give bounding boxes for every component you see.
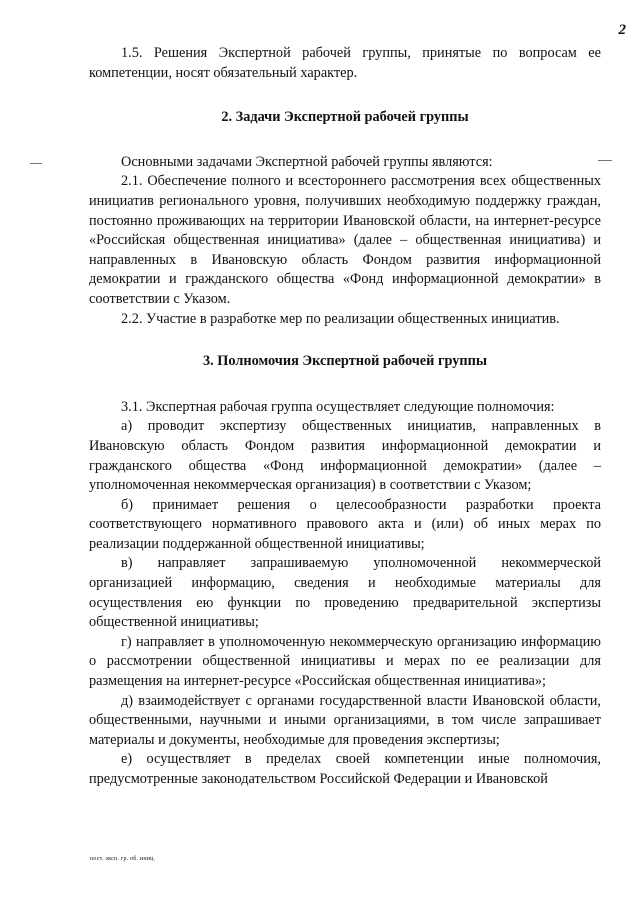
paragraph-3-1: 3.1. Экспертная рабочая группа осуществляет следующие полномочия: [121, 398, 555, 415]
section-heading-3: 3. Полномочия Экспертной рабочей группы [202, 353, 488, 370]
list-item-d: д) взаимодействует с органами государственной власти Ивановской области, общественными, научными и иными организациями, в том числе запрашивает материалы и документы, необходимые для проведения экспертизы; [89, 692, 601, 748]
margin-mark-left [30, 163, 42, 164]
list-item-a: а) проводит экспертизу общественных инициатив, направленных в Ивановскую область Фондом развития информационной демократии и гражданского общества «Фонд информационной демократии» (далее – уполномоченная некоммерческая организация) в соответствии с Указом; [89, 418, 601, 494]
footer-note: пост. эксп. гр. об. иниц. [90, 856, 156, 862]
list-item-g: г) направляет в уполномоченную некоммерческую организацию информацию о рассмотрении общественной инициативы и мерах по ее реализации для размещения на интернет-ресурсе «Российская общественная инициатива»; [89, 633, 601, 690]
section-heading-2: 2. Задачи Экспертной рабочей группы [221, 109, 469, 126]
list-item-v: в) направляет запрашиваемую уполномоченной некоммерческой организацией информацию, сведения и необходимые материалы для осуществления ею функции по проведению предварительной экспертизы общественной инициативы; [89, 555, 601, 631]
paragraph-2-1: 2.1. Обеспечение полного и всестороннего рассмотрения всех общественных инициатив регионального уровня, получивших необходимую поддержку граждан, постоянно проживающих на территории Ивановской области, на интернет-ресурсе «Российская общественная инициатива» (далее – общественная инициатива) и направленных в Ивановскую область Фондом развития информационной демократии и гражданского общества «Фонд информационной демократии» в соответствии с Указом. [89, 173, 601, 307]
paragraph-intro-2: Основными задачами Экспертной рабочей группы являются: [121, 153, 493, 170]
list-item-b: б) принимает решения о целесообразности разработки проекта соответствующего нормативного правового акта и (или) об иных мерах по реализации поддержанной общественной инициативы; [89, 496, 601, 552]
document-body [89, 44, 601, 790]
page-number: 2 [618, 22, 626, 38]
list-item-e: е) осуществляет в пределах своей компетенции иные полномочия, предусмотренные законодательством Российской Федерации и Ивановской [89, 751, 601, 787]
paragraph-1-5: 1.5. Решения Экспертной рабочей группы, принятые по вопросам ее компетенции, носят обязательный характер. [89, 45, 601, 81]
paragraph-2-2: 2.2. Участие в разработке мер по реализации общественных инициатив. [121, 310, 560, 327]
